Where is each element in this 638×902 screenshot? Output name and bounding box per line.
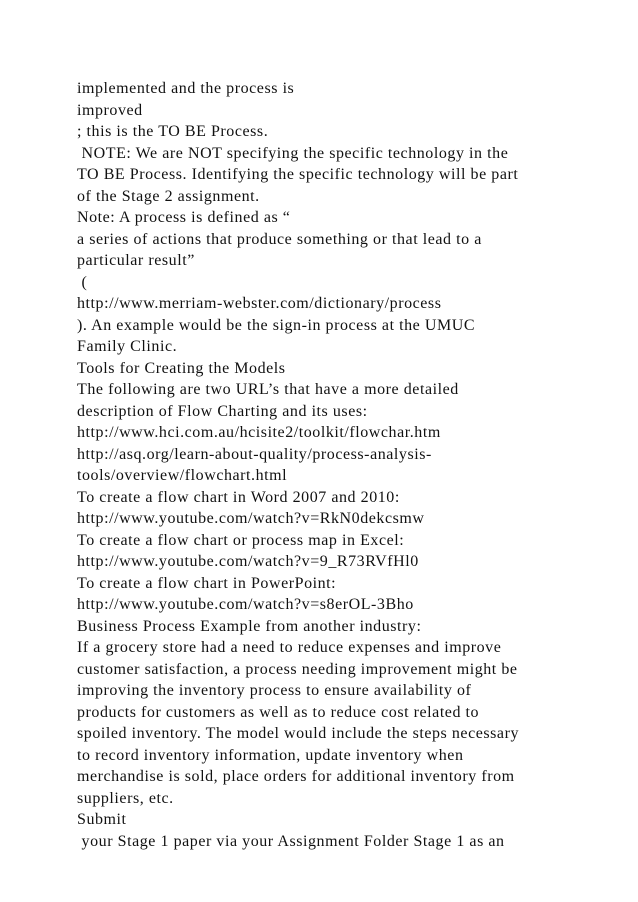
url-text: http://www.merriam-webster.com/dictionary/process [77,295,442,312]
text-line: ). An example would be the sign-in process at the UMUC [77,316,476,334]
text-line: NOTE: We are NOT specifying the specific technology in the [77,144,509,162]
text-line: merchandise is sold, place orders for additional inventory from [77,768,515,785]
text-line: of the Stage 2 assignment. [77,187,260,205]
text-line: Family Clinic. [77,338,178,355]
text-line: ( [77,273,88,291]
text-line: To create a flow chart in PowerPoint: [77,574,337,592]
document-body [77,78,607,852]
text-line: particular result” [77,252,195,269]
text-line: The following are two URL’s that have a more detailed [77,381,459,398]
url-text: http://www.youtube.com/watch?v=s8erOL-3Bho [77,596,414,613]
text-line: ; this is the TO BE Process. [77,123,269,140]
text-line: products for customers as well as to reduce cost related to [77,703,480,721]
text-line: Note: A process is defined as “ [77,209,291,226]
text-line: customer satisfaction, a process needing improvement might be [77,660,518,678]
text-line: If a grocery store had a need to reduce expenses and improve [77,639,502,656]
url-text: http://asq.org/learn-about-quality/process-analysis- [77,445,432,463]
section-heading: Business Process Example from another industry: [77,617,422,635]
section-heading: Tools for Creating the Models [77,359,286,377]
url-text: tools/overview/flowchart.html [77,467,288,484]
text-line: description of Flow Charting and its uses: [77,402,368,420]
text-line: spoiled inventory. The model would include the steps necessary [77,725,520,742]
url-text: http://www.youtube.com/watch?v=9_R73RVfHl0 [77,553,419,570]
text-line: to record inventory information, update inventory when [77,746,464,764]
text-line: improved [77,101,143,119]
text-line: your Stage 1 paper via your Assignment Folder Stage 1 as an [77,832,505,850]
text-line: implemented and the process is [77,80,295,97]
text-line: To create a flow chart or process map in Excel: [77,531,405,549]
text-line: TO BE Process. Identifying the specific technology will be part [77,166,519,183]
url-text: http://www.hci.com.au/hcisite2/toolkit/flowchar.htm [77,424,441,441]
text-line: suppliers, etc. [77,789,174,807]
text-line: a series of actions that produce something or that lead to a [77,230,482,248]
text-line: To create a flow chart in Word 2007 and 2010: [77,488,400,506]
text-line: improving the inventory process to ensure availability of [77,682,472,699]
url-text: http://www.youtube.com/watch?v=RkN0dekcsmw [77,510,425,527]
text-line: Submit [77,811,127,828]
